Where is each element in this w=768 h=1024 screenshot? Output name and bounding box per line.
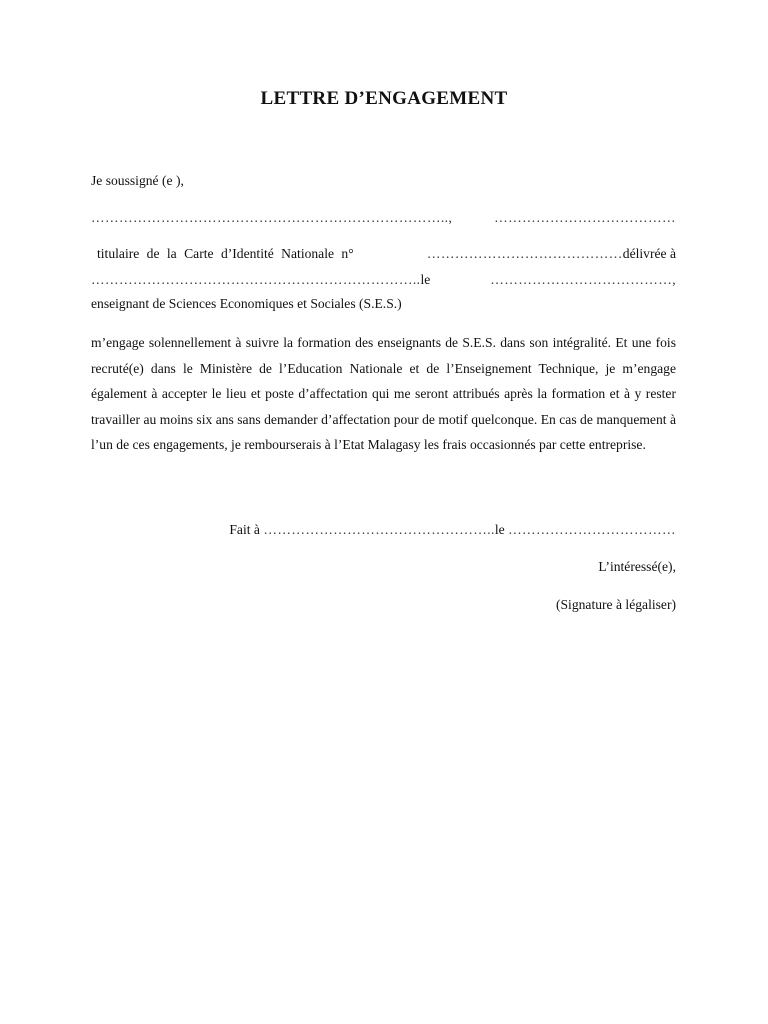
- fait-line: [91, 521, 676, 538]
- id-number-dots: ……………………………………: [426, 246, 623, 261]
- fait-le: le: [494, 522, 505, 537]
- id-line-suffix: délivrée à: [622, 246, 676, 261]
- fait-label: Fait à: [229, 522, 260, 537]
- place-dots: ……………………………………………………………..: [91, 272, 421, 287]
- fait-date-dots: ………………………………: [508, 522, 676, 537]
- signature-label: (Signature à légaliser): [555, 597, 676, 612]
- intro-line: Je soussigné (e ),: [91, 173, 184, 188]
- date-dots: …………………………………,: [490, 272, 676, 287]
- id-line: [97, 245, 676, 262]
- teacher-line: enseignant de Sciences Economiques et Sociales (S.E.S.): [91, 296, 402, 311]
- place-date-line: [91, 271, 676, 288]
- engagement-paragraph: m’engage solennellement à suivre la formation des enseignants de S.E.S. dans son intégralité. Et une fois recruté(e) dans le Ministère de l’Education Nationale et de l’Enseignement Technique, je m’engage également à accepter le lieu et poste d’affectation qui me seront attribués après la formation et à y rester travailler au moins six ans sans demander d’affectation pour de motif quelconque. En cas de manquement à l’un de ces engagements, je rembourserais à l’Etat Malagasy les frais occasionnés par cette entreprise.: [91, 335, 676, 452]
- interesse-label: L’intéressé(e),: [598, 559, 676, 574]
- id-line-prefix: titulaire de la Carte d’Identité Nationale n°: [97, 246, 354, 261]
- place-le: le: [420, 272, 431, 287]
- place-field: [91, 271, 430, 288]
- id-line-number-field: [427, 245, 676, 262]
- name-line: [91, 209, 676, 226]
- name-dots-left: …………………………………………………………………..,: [91, 210, 453, 225]
- document-title: LETTRE D’ENGAGEMENT: [260, 88, 508, 109]
- name-dots-right: …………………………………: [494, 210, 676, 225]
- fait-place-dots: …………………………………………..: [263, 522, 495, 537]
